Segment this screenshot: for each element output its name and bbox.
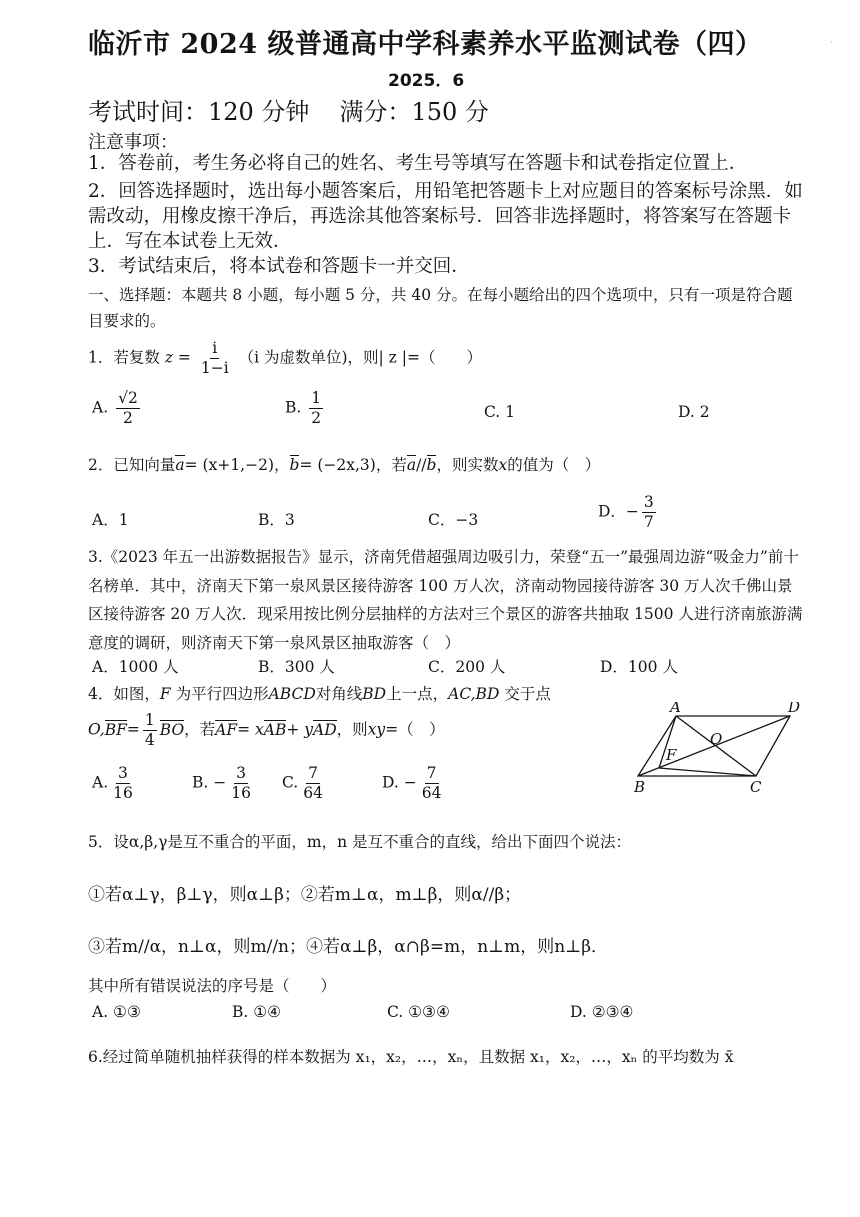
- q4-option-a-label: A.: [92, 773, 109, 792]
- question-5-statements-3-4: ③若m//α，n⊥α，则m//n；④若α⊥β，α∩β=m，n⊥m，则n⊥β．: [88, 937, 609, 957]
- fig-label-c: C: [750, 778, 762, 796]
- q4-frac-num: 1: [143, 712, 157, 731]
- exam-date: 2025．6: [388, 71, 465, 91]
- q4-text-d: 交于点: [504, 685, 551, 703]
- q2-option-a: A．1: [92, 511, 129, 529]
- full-score: 满分：150 分: [339, 98, 489, 126]
- question-2: [88, 453, 600, 475]
- q2-option-d: [598, 494, 659, 531]
- q4-eq2: = x: [237, 720, 264, 739]
- q4-vec-bf: BF: [104, 720, 127, 739]
- q4-eq: =: [126, 720, 140, 739]
- q2-cond-a: a: [406, 456, 417, 474]
- question-4-line-2: [88, 712, 445, 749]
- notice-item-2: 2．回答选择题时，选出每小题答案后，用铅笔把答题卡上对应题目的答案标号涂黑．如需改动，用橡皮擦干净后，再选涂其他答案标号．回答非选择题时，将答案写在答题卡上．写在本试卷上无效．: [88, 181, 803, 252]
- q2-option-c: C．−3: [428, 511, 479, 529]
- q1-frac-num: i: [210, 340, 219, 359]
- q2-vec-b: b: [289, 456, 300, 474]
- question-4-line-1: [88, 682, 551, 704]
- q4-acbd: AC,BD: [448, 685, 500, 703]
- q2-post: ，则实数: [436, 456, 499, 474]
- q2-cond-b: b: [426, 456, 437, 474]
- q1-option-d: D. 2: [678, 403, 710, 421]
- q1-option-a-num: √2: [116, 390, 140, 409]
- exam-title: 临沂市 2024 级普通高中学科素养水平监测试卷（四）: [88, 29, 763, 60]
- q4-point-o: O,: [88, 720, 105, 739]
- q2-tail: 的值为（ ）: [507, 456, 601, 474]
- q4-option-a-frac: [111, 765, 135, 802]
- q4-point-f: F: [159, 685, 171, 703]
- q4-text-b: 对角线: [315, 685, 363, 703]
- q1-option-a-label: A.: [92, 398, 109, 417]
- q4-vec-ab: AB: [263, 720, 287, 739]
- q1-option-b: [285, 390, 326, 427]
- q4-bd: BD: [362, 685, 387, 703]
- q2-vec-a: a: [175, 456, 185, 474]
- q4-option-b-label: B. −: [192, 773, 227, 792]
- q4-option-a-den: 16: [113, 784, 133, 803]
- q4-option-d-num: 7: [425, 765, 439, 784]
- q4-option-a-num: 3: [116, 765, 130, 784]
- q4-option-a: [92, 765, 138, 802]
- q2-option-d-num: 3: [642, 494, 656, 513]
- q4-vec-bo: BO: [159, 720, 185, 739]
- q2-option-b: B．3: [258, 511, 295, 529]
- segment-fc: [659, 768, 756, 776]
- question-6: 6.经过简单随机抽样获得的样本数据为 x₁，x₂，…，xₙ，且数据 x₁，x₂，…，xₙ 的平均数为 x̄: [88, 1048, 734, 1066]
- q1-prefix: 1．若复数: [88, 348, 160, 367]
- parallelogram-figure: [630, 702, 810, 802]
- q5-option-c: C. ①③④: [387, 1003, 450, 1021]
- q1-option-b-num: 1: [309, 390, 323, 409]
- fig-label-d: D: [788, 702, 801, 716]
- q4-plus: + y: [286, 720, 314, 739]
- q4-text-a: 为平行四边形: [175, 685, 269, 703]
- q2-a-def: = (x+1,−2)，: [184, 456, 290, 474]
- q4-option-b-frac: [229, 765, 253, 802]
- q4-frac-den: 4: [144, 731, 155, 750]
- q4-option-d: [382, 765, 446, 802]
- question-5-ask: 其中所有错误说法的序号是（ ）: [88, 977, 337, 995]
- fig-label-f: F: [666, 746, 677, 764]
- q4-option-b-den: 16: [231, 784, 251, 803]
- q1-option-b-label: B.: [285, 398, 302, 417]
- q2-option-d-frac: [642, 494, 656, 531]
- q1-rest: （i 为虚数单位)，则| z |=（ ）: [238, 348, 482, 367]
- question-5-intro: 5．设α,β,γ是互不重合的平面，m，n 是互不重合的直线，给出下面四个说法：: [88, 833, 632, 851]
- question-3: 3.《2023 年五一出游数据报告》显示，济南凭借超强周边吸引力，荣登“五一”最强周边游“吸金力”前十名榜单．其中，济南天下第一泉风景区接待游客 100 万人次，济南动物园接待游客 30 万人次千佛山景区接待游客 20 万人次．现采用按比例分层抽样的方法对三个景区的游客共抽取 1500 人进行济南旅游满意度的调研，则济南天下第一泉风景区抽取游客（ ）: [88, 548, 803, 652]
- q4-option-d-label: D. −: [382, 773, 417, 792]
- q1-option-a-frac: [116, 390, 140, 427]
- q3-option-a: A．1000 人: [92, 658, 179, 676]
- corner-mark: ·: [830, 38, 833, 48]
- q2-parallel: //: [416, 456, 427, 474]
- q4-abcd: ABCD: [268, 685, 316, 703]
- q4-prefix: 4．如图，: [88, 685, 160, 703]
- q1-option-a: [92, 390, 143, 427]
- q4-option-c-label: C.: [282, 773, 299, 792]
- exam-time: 考试时间：120 分钟: [88, 98, 310, 126]
- q1-fraction: [199, 340, 231, 377]
- q4-fraction: [143, 712, 157, 749]
- q5-option-b: B. ①④: [232, 1003, 282, 1021]
- exam-info: [88, 92, 489, 127]
- q4-option-c: [282, 765, 328, 802]
- q5-option-d: D. ②③④: [570, 1003, 634, 1021]
- q3-option-d: D．100 人: [600, 658, 678, 676]
- q4-option-d-frac: [420, 765, 444, 802]
- q4-vec-ad: AD: [313, 720, 337, 739]
- q5-option-a: A. ①③: [92, 1003, 141, 1021]
- q3-option-b: B．300 人: [258, 658, 335, 676]
- notice-heading: 注意事项：: [88, 132, 178, 153]
- q2-option-d-den: 7: [643, 513, 654, 532]
- question-5-statements-1-2: ①若α⊥γ，β⊥γ，则α⊥β；②若m⊥α，m⊥β，则α//β；: [88, 885, 522, 905]
- q4-ask-end: =（ ）: [385, 720, 445, 739]
- q2-b-def: = (−2x,3)，若: [299, 456, 407, 474]
- q2-option-d-label: D．−: [598, 502, 639, 521]
- q4-option-b: [192, 765, 256, 802]
- q4-option-c-num: 7: [306, 765, 320, 784]
- q2-var: x: [498, 456, 508, 474]
- q4-ask: ，则: [336, 720, 368, 739]
- q1-option-b-den: 2: [311, 409, 322, 428]
- q4-option-b-num: 3: [234, 765, 248, 784]
- q1-option-a-den: 2: [123, 409, 133, 428]
- q4-xy: xy: [367, 720, 386, 739]
- q3-option-c: C．200 人: [428, 658, 506, 676]
- q4-vec-af: AF: [215, 720, 238, 739]
- q4-text-c: 上一点，: [386, 685, 449, 703]
- q4-option-c-frac: [301, 765, 325, 802]
- notice-item-1: 1．答卷前，考生务必将自己的姓名、考生号等填写在答题卡和试卷指定位置上．: [88, 153, 748, 174]
- fig-label-a: A: [670, 702, 681, 716]
- q2-prefix: 2．已知向量: [88, 456, 176, 474]
- fig-label-b: B: [634, 778, 646, 796]
- q4-option-c-den: 64: [303, 784, 323, 803]
- q1-frac-den: 1−i: [200, 359, 229, 378]
- notice-item-3: 3．考试结束后，将本试卷和答题卡一并交回．: [88, 256, 470, 277]
- section-1-heading: 一、选择题：本题共 8 小题，每小题 5 分，共 40 分。在每小题给出的四个选项中，只有一项是符合题目要求的。: [88, 286, 793, 330]
- q4-option-d-den: 64: [421, 784, 442, 803]
- q1-z-eq: z =: [164, 348, 191, 367]
- question-1: [88, 340, 482, 377]
- q1-option-c: C. 1: [484, 403, 516, 421]
- fig-label-o: O: [710, 730, 723, 748]
- q4-cond: ，若: [184, 720, 216, 739]
- q1-option-b-frac: [309, 390, 323, 427]
